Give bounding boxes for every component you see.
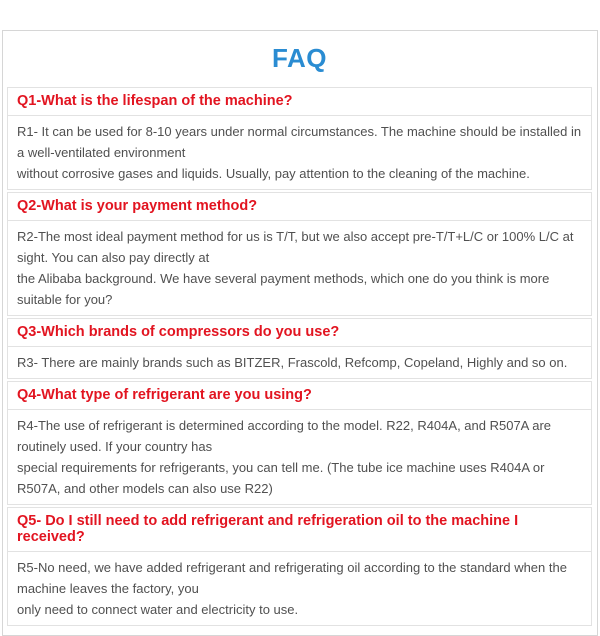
faq-section: [7, 87, 592, 190]
answer-line: the Alibaba background. We have several payment methods, which one do you think is more suitable for you?: [17, 271, 550, 307]
faq-panel: [2, 30, 598, 636]
answer-line: special requirements for refrigerants, you can tell me. (The tube ice machine uses R404A or R507A, and other models can also use R22): [17, 460, 545, 496]
answer-line: only need to connect water and electricity to use.: [17, 602, 299, 617]
faq-question: Q1-What is the lifespan of the machine?: [7, 87, 592, 116]
faq-question: Q3-Which brands of compressors do you use?: [7, 318, 592, 347]
faq-answer: [7, 409, 592, 505]
faq-answer: [7, 551, 592, 626]
faq-section: [7, 192, 592, 316]
faq-section: [7, 507, 592, 626]
faq-question: Q4-What type of refrigerant are you using?: [7, 381, 592, 410]
faq-list: [7, 87, 592, 626]
faq-question: Q2-What is your payment method?: [7, 192, 592, 221]
faq-answer: [7, 115, 592, 190]
answer-line: without corrosive gases and liquids. Usually, pay attention to the cleaning of the machine.: [17, 166, 530, 181]
answer-line: R2-The most ideal payment method for us is T/T, but we also accept pre-T/T+L/C or 100% L/C at sight. You can also pay directly at: [17, 229, 574, 265]
answer-line: R3- There are mainly brands such as BITZER, Frascold, Refcomp, Copeland, Highly and so on.: [17, 355, 568, 370]
answer-line: R5-No need, we have added refrigerant and refrigerating oil according to the standard when the machine leaves the factory, you: [17, 560, 567, 596]
faq-answer: [7, 346, 592, 379]
faq-question: Q5- Do I still need to add refrigerant and refrigeration oil to the machine I received?: [7, 507, 592, 552]
faq-section: [7, 318, 592, 379]
answer-line: R4-The use of refrigerant is determined according to the model. R22, R404A, and R507A are routinely used. If your country has: [17, 418, 552, 454]
faq-answer: [7, 220, 592, 316]
page-title: FAQ: [272, 43, 327, 73]
faq-section: [7, 381, 592, 505]
answer-line: R1- It can be used for 8-10 years under normal circumstances. The machine should be installed in a well-ventilated environment: [17, 124, 582, 160]
